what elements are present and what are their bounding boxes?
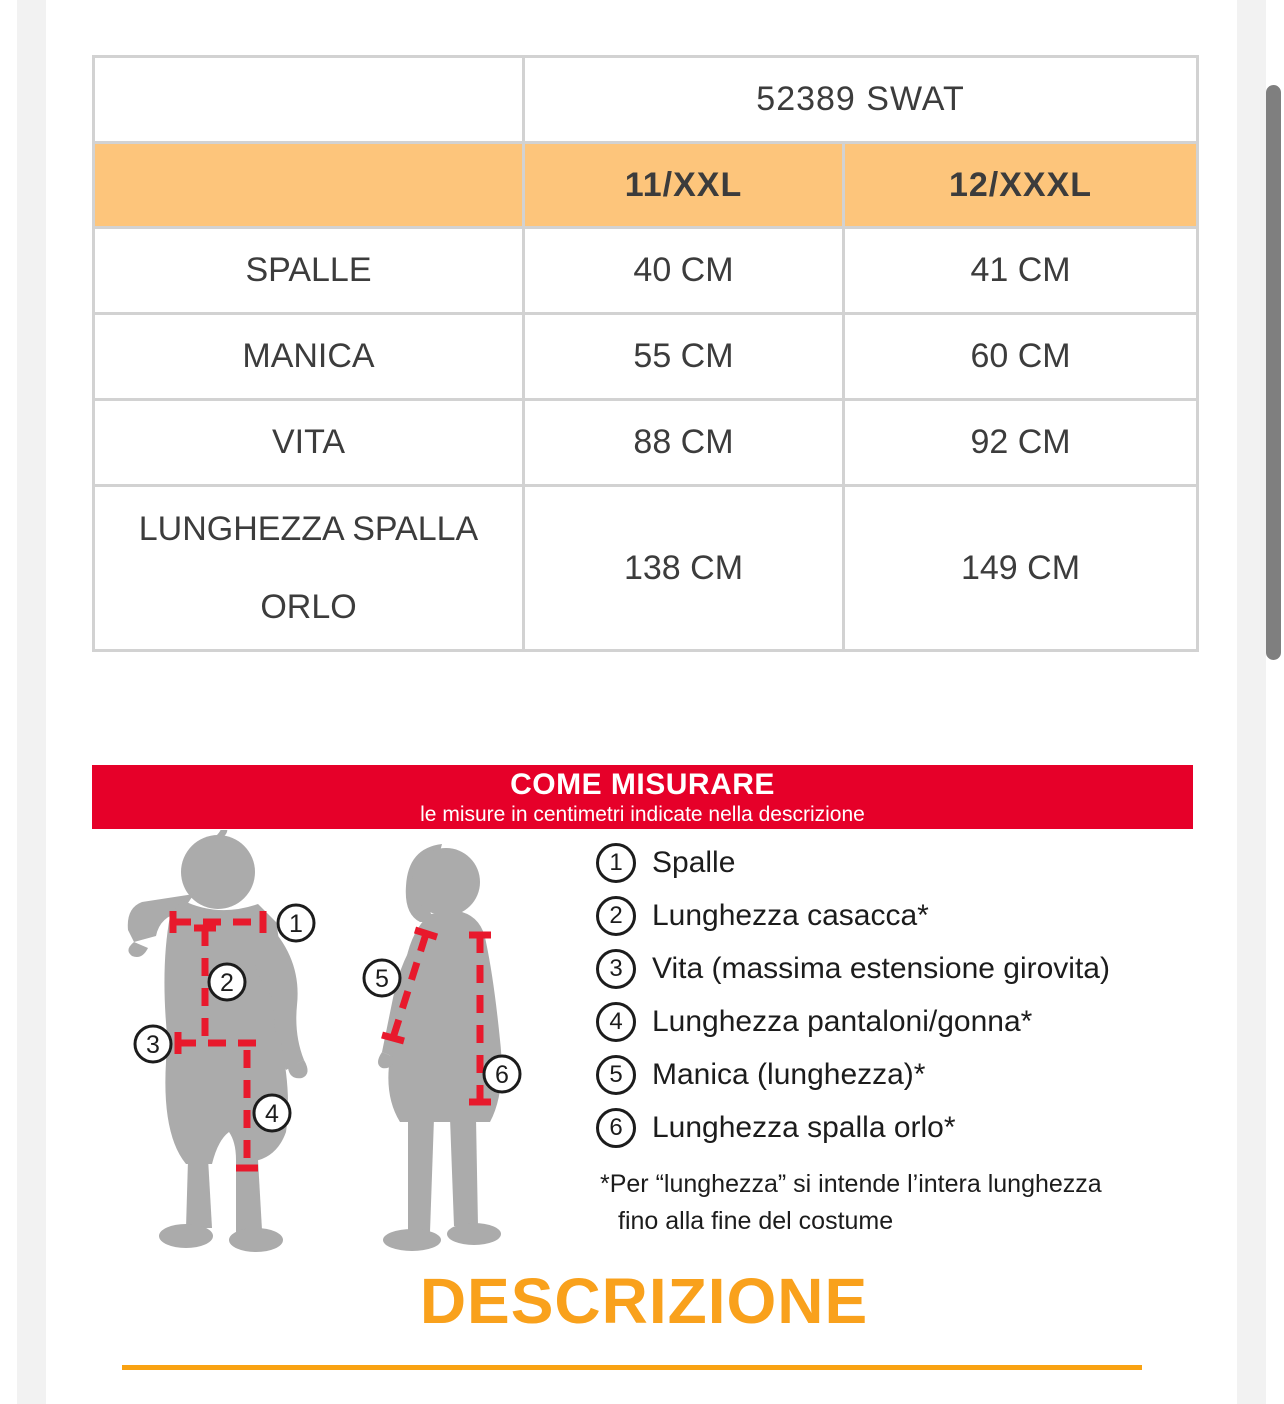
row-value: 92 CM (844, 400, 1198, 486)
banner-title: COME MISURARE (510, 768, 775, 801)
circled-number-icon: 4 (596, 1002, 636, 1042)
how-to-measure-banner (92, 765, 1193, 829)
circled-number-icon: 3 (596, 949, 636, 989)
list-item (596, 897, 1216, 935)
row-label: MANICA (94, 314, 524, 400)
list-item (596, 1003, 1216, 1041)
list-item (596, 950, 1216, 988)
row-value: 60 CM (844, 314, 1198, 400)
badge-6: 6 (495, 1061, 509, 1089)
row-value: 88 CM (524, 400, 844, 486)
list-item (596, 1109, 1216, 1147)
measure-list (596, 844, 1216, 1147)
table-row (94, 486, 1198, 651)
size-header-xxl: 11/XXL (524, 143, 844, 228)
circled-number-icon: 2 (596, 896, 636, 936)
badge-1: 1 (289, 910, 303, 938)
measure-label: Lunghezza spalla orlo* (652, 1111, 956, 1144)
table-row (94, 400, 1198, 486)
list-item (596, 1056, 1216, 1094)
badge-5: 5 (375, 965, 389, 993)
length-footnote (600, 1166, 1102, 1240)
page-gutter-right (1237, 0, 1266, 1404)
circled-number-icon: 6 (596, 1108, 636, 1148)
table-row (94, 228, 1198, 314)
row-value: 149 CM (844, 486, 1198, 651)
row-value: 41 CM (844, 228, 1198, 314)
row-value: 55 CM (524, 314, 844, 400)
row-label: LUNGHEZZA SPALLA ORLO (94, 486, 524, 651)
description-heading: DESCRIZIONE (419, 1265, 869, 1337)
table-row-sizes (94, 143, 1198, 228)
row-label: VITA (94, 400, 524, 486)
measure-label: Spalle (652, 846, 736, 879)
row-value: 138 CM (524, 486, 844, 651)
measurement-diagram (90, 830, 590, 1260)
measure-label: Vita (massima estensione girovita) (652, 952, 1110, 985)
row-value: 40 CM (524, 228, 844, 314)
scrollbar-thumb[interactable] (1266, 85, 1281, 660)
empty-cell (94, 57, 524, 143)
product-code: 52389 SWAT (524, 57, 1198, 143)
circled-number-icon: 5 (596, 1055, 636, 1095)
table-row (94, 314, 1198, 400)
measure-label: Lunghezza pantaloni/gonna* (652, 1005, 1033, 1038)
empty-size-cell (94, 143, 524, 228)
size-table (92, 55, 1199, 652)
badge-4: 4 (265, 1100, 279, 1128)
badge-3: 3 (146, 1031, 160, 1059)
measure-label: Lunghezza casacca* (652, 899, 929, 932)
footnote-line-1: *Per “lunghezza” si intende l’intera lunghezza (600, 1170, 1102, 1198)
row-label: SPALLE (94, 228, 524, 314)
size-header-xxxl: 12/XXXL (844, 143, 1198, 228)
banner-subtitle: le misure in centimetri indicate nella descrizione (420, 803, 865, 826)
table-row-product (94, 57, 1198, 143)
section-divider (122, 1365, 1142, 1370)
page-gutter-left (17, 0, 46, 1404)
list-item (596, 844, 1216, 882)
measure-label: Manica (lunghezza)* (652, 1058, 926, 1091)
footnote-line-2: fino alla fine del costume (618, 1207, 894, 1235)
badge-2: 2 (220, 969, 234, 997)
girl-silhouette (378, 844, 502, 1251)
circled-number-icon: 1 (596, 843, 636, 883)
